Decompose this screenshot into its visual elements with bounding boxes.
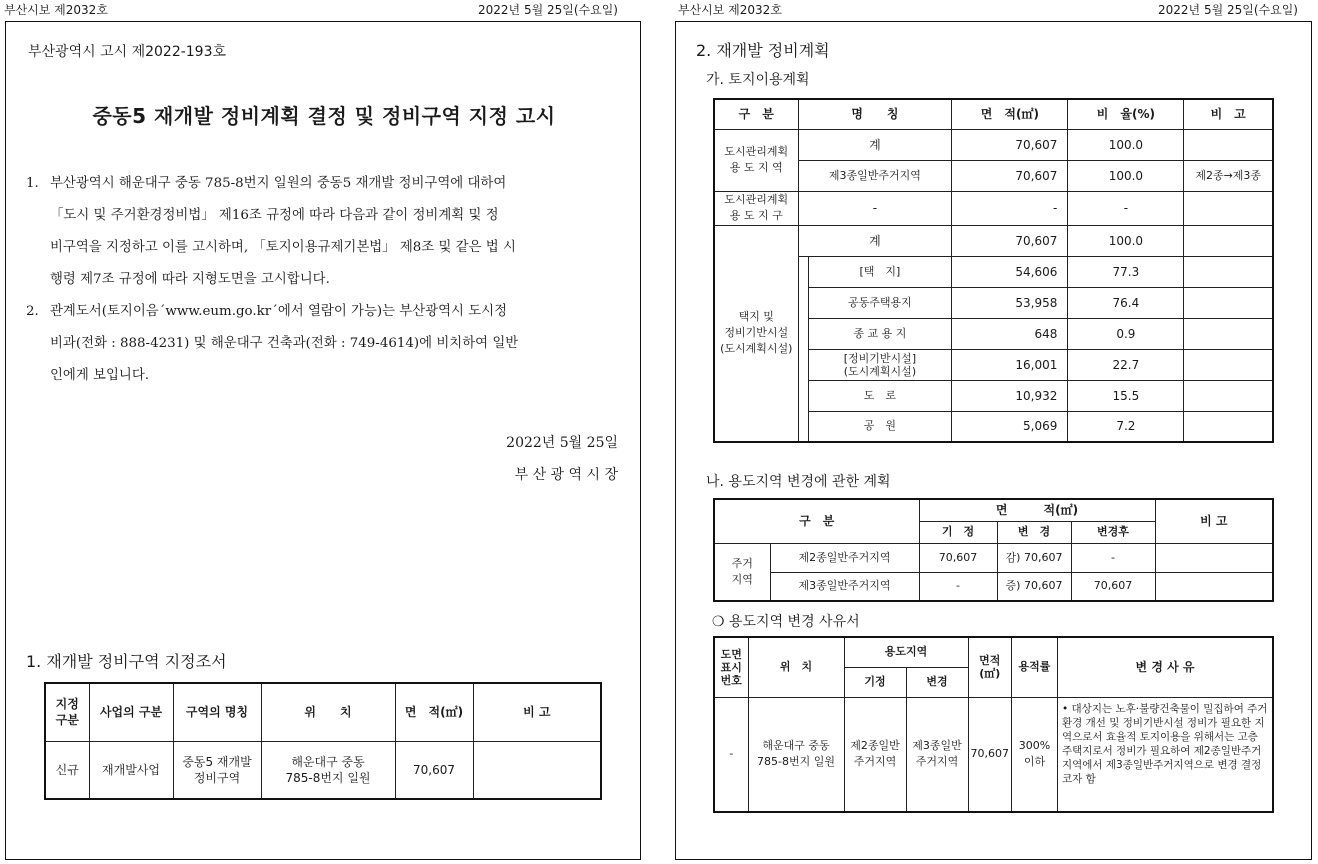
table-cell: 70,607 [952, 160, 1068, 191]
table-cell [1184, 411, 1273, 442]
table-cell [1184, 349, 1273, 380]
subsection-reason: ❍ 용도지역 변경 사유서 [712, 614, 860, 630]
table-cell: 증) 70,607 [997, 572, 1071, 601]
paragraph-1-line: 「도시 및 주거환경정비법」 제16조 규정에 따라 다음과 같이 정비계획 및 정 [50, 208, 499, 223]
table-cell: 300% 이하 [1012, 697, 1058, 812]
table-cell: 제3종일반 주거지역 [906, 697, 968, 812]
table-cell: 재개발사업 [89, 741, 173, 799]
gazette-issue-left: 부산시보 제2032호 [4, 3, 108, 17]
table-cell: 0.9 [1068, 318, 1184, 349]
table-cell: 70,607 [968, 697, 1012, 812]
group-label: 도시관리계획 용 도 지 역 [714, 129, 798, 191]
table-cell [1184, 191, 1273, 225]
reason-cell: • 대상지는 노후·불량건축물이 밀집하여 주거환경 개선 및 정비기반시설 정비가 필요한 지역으로서 효율적 토지이용을 위해서는 고층주택지로서 정비가 필요하여 제2종일반주거지역에서 제3종일반주거지역으로 변경 결정코자 함 [1058, 697, 1274, 812]
table-cell: 70,607 [919, 543, 997, 572]
table-cell: 22.7 [1068, 349, 1184, 380]
col-header: 위 치 [261, 683, 395, 741]
table-cell: - [919, 572, 997, 601]
col-header: 변 경 사 유 [1058, 637, 1274, 697]
col-header: 비 고 [1184, 99, 1273, 129]
table-cell: 감) 70,607 [997, 543, 1071, 572]
paragraph-1-line: 비구역을 지정하고 이를 고시하며, 「토지이용규제기본법」 제8조 및 같은 법 시 [50, 240, 516, 255]
paragraph-2-number: 2. [26, 304, 39, 319]
col-header: 사업의 구분 [89, 683, 173, 741]
table-cell: - [714, 697, 748, 812]
land-use-table [713, 98, 1274, 443]
subsection-ga: 가. 토지이용계획 [706, 72, 810, 88]
col-header: 변경후 [1071, 521, 1155, 543]
table-cell: 제2종일반 주거지역 [844, 697, 906, 812]
table-cell: 제3종일반주거지역 [770, 572, 919, 601]
table-cell: 도 로 [808, 380, 952, 411]
zoning-reason-table [713, 636, 1274, 813]
notice-number: 부산광역시 고시 제2022-193호 [28, 44, 227, 60]
col-header: 위 치 [748, 637, 844, 697]
col-header: 명 칭 [798, 99, 952, 129]
table-cell: 70,607 [1071, 572, 1155, 601]
table-cell [1184, 287, 1273, 318]
col-header: 면 적(㎡) [395, 683, 473, 741]
table-cell: 100.0 [1068, 129, 1184, 160]
section-1-heading: 1. 재개발 정비구역 지정조서 [26, 652, 227, 671]
table-cell: 공 원 [808, 411, 952, 442]
col-header: 지정 구분 [45, 683, 89, 741]
table-cell: - [1071, 543, 1155, 572]
table-cell: 계 [798, 225, 952, 256]
table-cell: 7.2 [1068, 411, 1184, 442]
col-header: 비 고 [1155, 499, 1273, 543]
issuer: 부 산 광 역 시 장 [514, 467, 618, 483]
col-header: 면 적(㎡) [952, 99, 1068, 129]
paragraph-2-line: 비과(전화 : 888-4231) 및 해운대구 건축과(전화 : 749-4614)에 비치하여 일반 [50, 336, 519, 351]
table-cell: - [1068, 191, 1184, 225]
subsection-na: 나. 용도지역 변경에 관한 계획 [706, 474, 891, 490]
table-cell: 70,607 [952, 129, 1068, 160]
table-cell: 70,607 [952, 225, 1068, 256]
paragraph-1-line: 부산광역시 해운대구 중동 785-8번지 일원의 중동5 재개발 정비구역에 대하여 [50, 176, 507, 191]
table-cell: 77.3 [1068, 256, 1184, 287]
left-page [5, 21, 641, 860]
col-header: 용적률 [1012, 637, 1058, 697]
table-cell [1155, 572, 1273, 601]
zoning-change-table [713, 498, 1274, 602]
table-cell: 종 교 용 지 [808, 318, 952, 349]
table-cell [1184, 380, 1273, 411]
table-cell: 53,958 [952, 287, 1068, 318]
table-cell [473, 741, 601, 799]
paragraph-1-line: 행령 제7조 규정에 따라 지형도면을 고시합니다. [50, 272, 330, 287]
table-cell: 계 [798, 129, 952, 160]
col-header: 기 정 [919, 521, 997, 543]
table-cell: 제2종→제3종 [1184, 160, 1273, 191]
right-page [675, 21, 1312, 860]
table-cell: 제3종일반주거지역 [798, 160, 952, 191]
col-header: 구역의 명칭 [173, 683, 261, 741]
table-cell: 공동주택용지 [808, 287, 952, 318]
col-header: 면적 (㎡) [968, 637, 1012, 697]
table-cell: 중동5 재개발 정비구역 [173, 741, 261, 799]
gazette-issue-right: 부산시보 제2032호 [678, 3, 782, 17]
notice-date: 2022년 5월 25일 [506, 435, 618, 451]
table-cell: 76.4 [1068, 287, 1184, 318]
gazette-date-left: 2022년 5월 25일(수요일) [478, 3, 618, 17]
table-cell: 648 [952, 318, 1068, 349]
table-cell: 15.5 [1068, 380, 1184, 411]
table-cell: 54,606 [952, 256, 1068, 287]
col-header: 비 율(%) [1068, 99, 1184, 129]
col-header: 기정 [844, 667, 906, 697]
section-2-heading: 2. 재개발 정비계획 [696, 41, 830, 60]
paragraph-1-number: 1. [26, 176, 39, 191]
table-cell [1184, 318, 1273, 349]
group-label: 택지 및 정비기반시설 (도시계획시설) [714, 225, 798, 442]
table-cell: [택 지] [808, 256, 952, 287]
table-cell: 100.0 [1068, 225, 1184, 256]
group-label: 주거 지역 [714, 543, 770, 601]
col-header: 면 적(㎡) [919, 499, 1155, 521]
table-cell [1184, 256, 1273, 287]
col-header: 도면 표시 번호 [714, 637, 748, 697]
table-cell: 70,607 [395, 741, 473, 799]
table-cell: 10,932 [952, 380, 1068, 411]
table-cell [1155, 543, 1273, 572]
table-cell: 해운대구 중동 785-8번지 일원 [261, 741, 395, 799]
table-cell: 제2종일반주거지역 [770, 543, 919, 572]
paragraph-2-line: 관계도서(토지이음´www.eum.go.kr´에서 열람이 가능)는 부산광역시 도시정 [50, 304, 508, 319]
table-cell: - [798, 191, 952, 225]
table-cell [1184, 225, 1273, 256]
col-header: 구 분 [714, 499, 919, 543]
col-header: 구 분 [714, 99, 798, 129]
designation-table [44, 682, 602, 800]
col-header: 변 경 [997, 521, 1071, 543]
notice-title: 중동5 재개발 정비계획 결정 및 정비구역 지정 고시 [92, 104, 556, 128]
gazette-date-right: 2022년 5월 25일(수요일) [1158, 3, 1298, 17]
col-header: 비 고 [473, 683, 601, 741]
table-cell: 16,001 [952, 349, 1068, 380]
table-cell: 5,069 [952, 411, 1068, 442]
col-header: 변경 [906, 667, 968, 697]
group-label: 도시관리계획 용 도 지 구 [714, 191, 798, 225]
table-cell [1184, 129, 1273, 160]
table-cell: [정비기반시설] (도시계획시설) [808, 349, 952, 380]
table-cell: 신규 [45, 741, 89, 799]
table-cell: - [952, 191, 1068, 225]
table-cell: 100.0 [1068, 160, 1184, 191]
col-header: 용도지역 [844, 637, 968, 667]
table-cell: 해운대구 중동 785-8번지 일원 [748, 697, 844, 812]
paragraph-2-line: 인에게 보입니다. [50, 368, 150, 383]
